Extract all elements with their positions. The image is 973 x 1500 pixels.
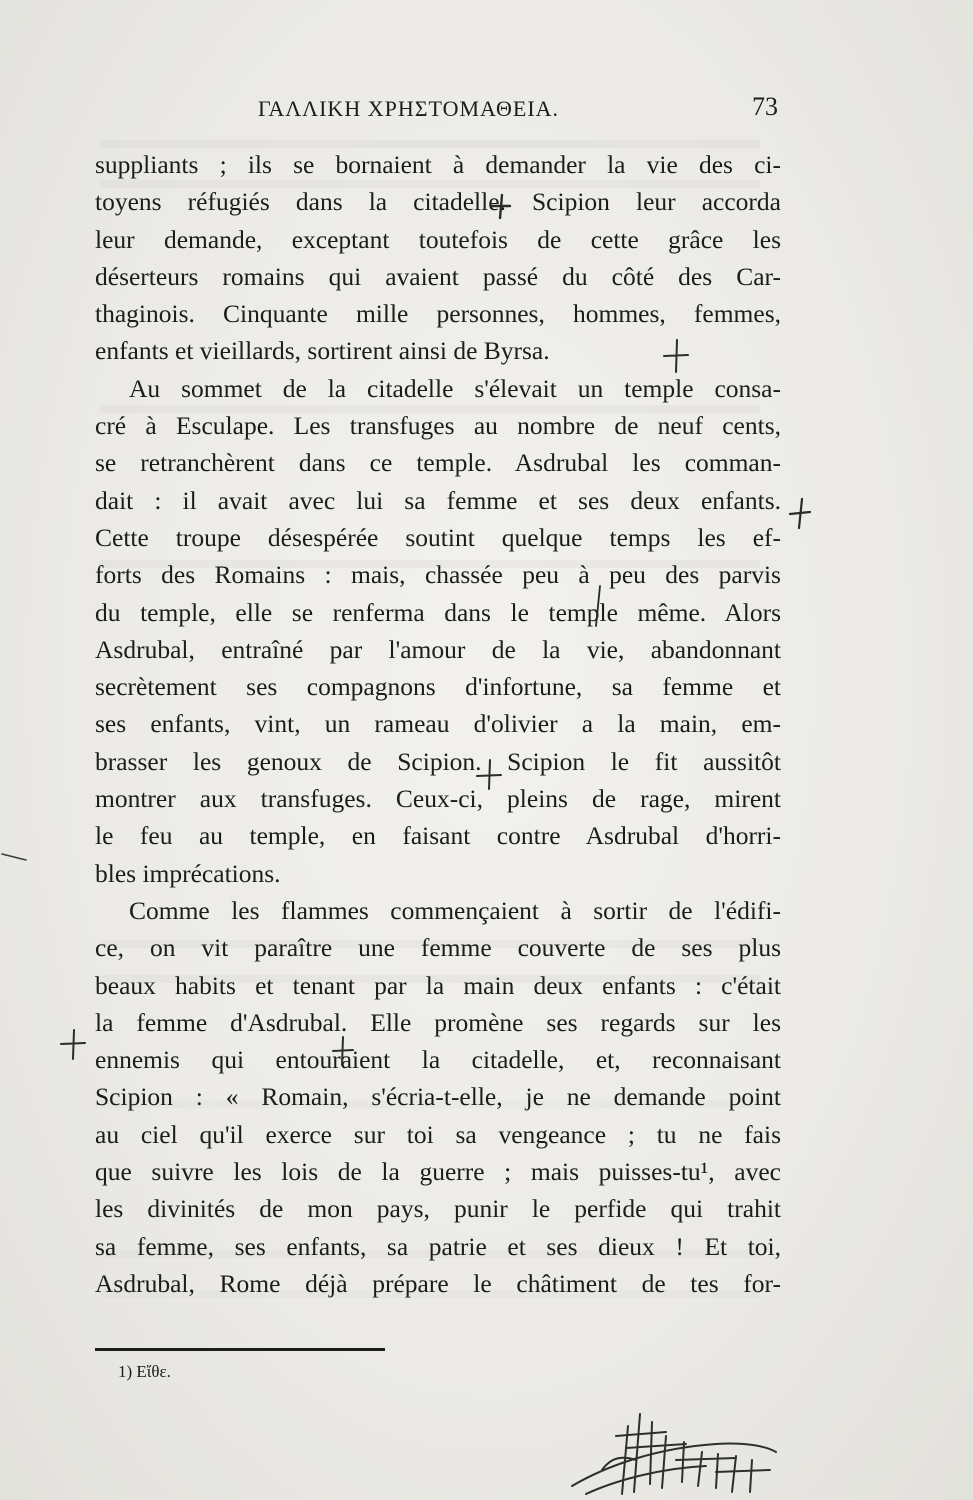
pencil-cross-mark — [488, 192, 514, 220]
text-line: Au sommet de la citadelle s'élevait un temple consa- — [129, 373, 781, 403]
footnote-rule — [95, 1348, 385, 1351]
text-line: beaux habits et tenant par la main deux enfants : c'était — [95, 970, 781, 1000]
paragraph-3 — [95, 892, 781, 1302]
text-line: montrer aux transfuges. Ceux-ci, pleins de rage, mirent — [95, 784, 781, 814]
pencil-scribble — [566, 1396, 780, 1500]
pencil-stroke-mark — [0, 846, 30, 866]
page-number: 73 — [752, 92, 778, 121]
footnote: 1) Εἴθε. — [118, 1362, 171, 1381]
text-line: Asdrubal, entraîné par l'amour de la vie, abandonnant — [95, 634, 781, 664]
paragraph-2 — [95, 370, 781, 892]
text-line: au ciel qu'il exerce sur toi sa vengeance ; tu ne fais — [95, 1119, 781, 1149]
text-line: Asdrubal, Rome déjà prépare le châtiment de tes for- — [95, 1268, 781, 1298]
text-line: sa femme, ses enfants, sa patrie et ses dieux ! Et toi, — [95, 1231, 781, 1261]
text-line: brasser les genoux de Scipion. Scipion le fit aussitôt — [95, 746, 781, 776]
text-line: se retranchèrent dans ce temple. Asdrubal les comman- — [95, 448, 781, 478]
text-line: le feu au temple, en faisant contre Asdrubal d'horri- — [95, 821, 781, 851]
text-line: thaginois. Cinquante mille personnes, hommes, femmes, — [95, 299, 781, 329]
text-line: Scipion : « Romain, s'écria-t-elle, je ne demande point — [95, 1082, 781, 1112]
text-line: ses enfants, vint, un rameau d'olivier a la main, em- — [95, 709, 781, 739]
text-line: enfants et vieillards, sortirent ainsi de Byrsa. — [95, 336, 550, 366]
text-line: cré à Esculape. Les transfuges au nombre de neuf cents, — [95, 411, 781, 441]
text-line: secrètement ses compagnons d'infortune, sa femme et — [95, 672, 781, 702]
text-line: Cette troupe désespérée soutint quelque temps les ef- — [95, 522, 781, 552]
text-line: ce, on vit paraître une femme couverte de ses plus — [95, 933, 781, 963]
text-line: suppliants ; ils se bornaient à demander la vie des ci- — [95, 150, 781, 179]
text-line: les divinités de mon pays, punir le perfide qui trahit — [95, 1194, 781, 1224]
pencil-cross-mark — [58, 1026, 88, 1062]
text-line: que suivre les lois de la guerre ; mais puisses-tu¹, avec — [95, 1157, 781, 1187]
text-line: ennemis qui entouraient la citadelle, et, reconnaisant — [95, 1045, 781, 1075]
text-line: forts des Romains : mais, chassée peu à peu des parvis — [95, 560, 781, 590]
text-line: dait : il avait avec lui sa femme et ses deux enfants. — [95, 485, 781, 515]
pencil-cross-mark — [474, 756, 504, 792]
pencil-stroke-mark — [588, 584, 608, 628]
text-line: la femme d'Asdrubal. Elle promène ses regards sur les — [95, 1007, 781, 1037]
pencil-cross-mark — [786, 496, 814, 532]
text-line: bles imprécations. — [95, 858, 281, 888]
text-line: toyens réfugiés dans la citadelle. Scipion leur accorda — [95, 187, 781, 217]
text-line: du temple, elle se renferma dans le temple même. Alors — [95, 597, 781, 627]
text-line: déserteurs romains qui avaient passé du côté des Car- — [95, 261, 781, 291]
running-title: ΓΑΛΛΙΚΗ ΧΡΗΣΤΟΜΑΘΕΙΑ. — [258, 96, 560, 121]
pencil-cross-mark — [330, 1034, 356, 1068]
pencil-cross-mark — [662, 336, 690, 376]
page-header — [258, 92, 778, 124]
text-line: leur demande, exceptant toutefois de cette grâce les — [95, 224, 781, 254]
body-text — [95, 146, 781, 1302]
text-line: Comme les flammes commençaient à sortir de l'édifi- — [129, 895, 781, 925]
